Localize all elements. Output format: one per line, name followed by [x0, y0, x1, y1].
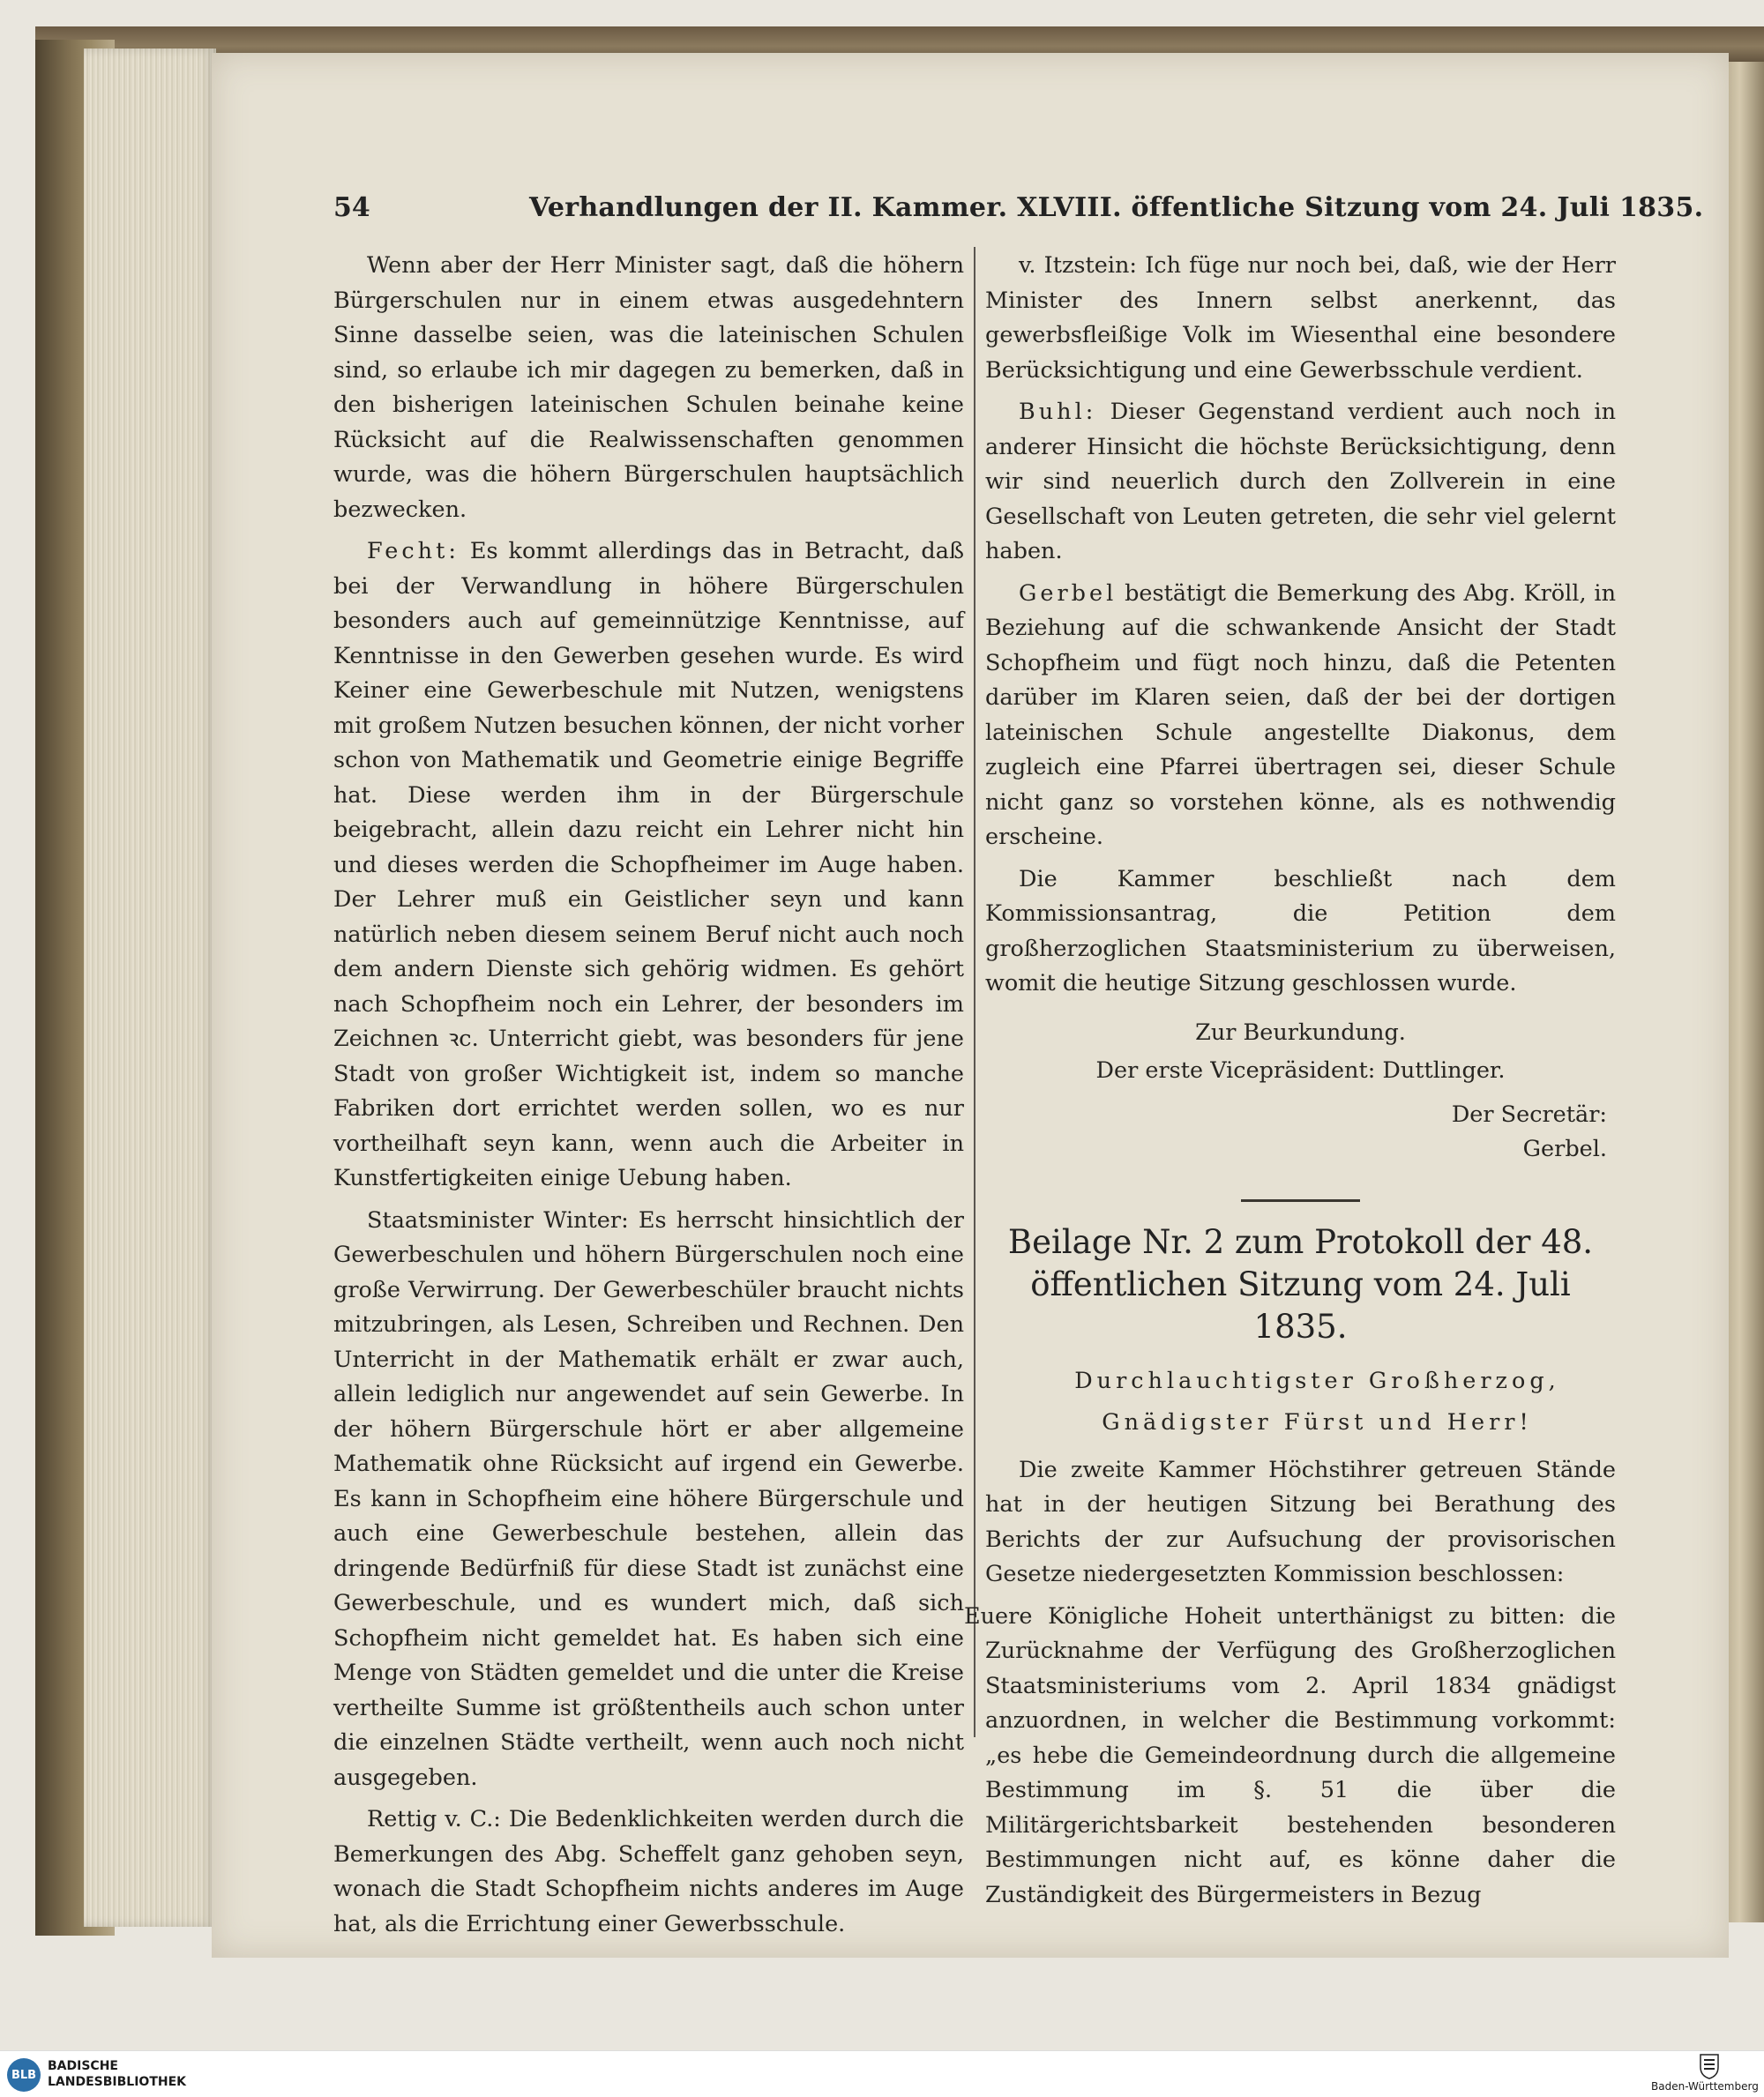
page-number: 54	[333, 192, 370, 223]
column-rule	[974, 247, 975, 1737]
library-name	[48, 2058, 186, 2090]
speaker-name: Buhl:	[1019, 399, 1097, 425]
right-column	[964, 249, 1616, 1920]
speaker-name: v. Itzstein:	[1019, 252, 1138, 279]
paragraph	[985, 862, 1616, 1002]
running-head: Verhandlungen der II. Kammer. XLVIII. öffentliche Sitzung vom 24. Juli 1835.	[529, 192, 1704, 223]
section-divider	[1241, 1199, 1360, 1202]
paragraph	[333, 249, 964, 527]
petition-text: Euere Königliche Hoheit unterthänigst zu bitten: die Zurücknahme der Verfügung des Großherzoglichen Staatsministeriums vom 2. April 1834 gnädigst anzuordnen, in welcher die Bestimmung vorkommt: „es hebe die Gemeindeordnung durch die allgemeine Bestimmung im §. 51 die über die Militärgerichtsbarkeit bestehenden besonderen Bestimmungen nicht auf, es könne daher die Zuständigkeit des Bürgermeisters in Bezug	[964, 1602, 1616, 1908]
paragraph-text: Dieser Gegenstand verdient auch noch in anderer Hinsicht die höchste Berücksichtigung, denn wir sind neuerlich durch den Zollverein in eine Gesellschaft von Leuten getreten, die sehr viel gelernt haben.	[985, 399, 1616, 564]
paragraph-text: Ich füge nur noch bei, daß, wie der Herr Minister des Innern selbst anerkennt, das gewerbsfleißige Volk im Wiesenthal eine besondere Berücksichtigung und eine Gewerbsschule verdient.	[985, 252, 1616, 384]
paragraph	[985, 395, 1616, 570]
secretary-name: Gerbel.	[1522, 1136, 1607, 1162]
state-label: Baden-Württemberg	[1651, 2080, 1759, 2093]
paragraph-text: Die Bedenklichkeiten werden durch die Bemerkungen des Abg. Scheffelt ganz gehoben seyn, wonach die Stadt Schopfheim nichts anderes im Auge hat, als die Errichtung einer Gewerbsschule.	[333, 1806, 964, 1937]
paragraph-text: bestätigt die Bemerkung des Abg. Kröll, in Beziehung auf die schwankende Ansicht der Stadt Schopfheim und fügt noch hinzu, daß die Petenten darüber im Klaren seien, daß der bei der dortigen lateinischen Schule angestellte Diakonus, dem zugleich eine Pfarrei übertragen sei, dieser Schule nicht ganz so vorstehen könne, als es nothwendig erscheine.	[985, 579, 1616, 850]
appendix-paragraph: Die zweite Kammer Höchstihrer getreuen Stände hat in der heutigen Sitzung bei Berathung des Berichts der zur Aufsuchung der provisorischen Gesetze niedergesetzten Kommission beschlossen:	[985, 1456, 1616, 1587]
speaker-name: Rettig v. C.:	[367, 1806, 501, 1832]
paragraph	[333, 1204, 964, 1796]
paragraph	[985, 249, 1616, 388]
salutation-line: Gnädigster Fürst und Herr!	[1102, 1409, 1533, 1436]
paragraph-text: Es herrscht hinsichtlich der Gewerbeschulen und höhern Bürgerschulen noch eine große Verwirrung. Der Gewerbeschüler braucht nichts mitzubringen, als Lesen, Schreiben und Rechnen. Den Unterricht in der Mathematik erhält er zwar auch, allein lediglich nur angewendet auf sein Gewerbe. In der höhern Bürgerschule hört er aber allgemeine Mathematik ohne Rücksicht auf irgend ein Gewerbe. Es kann in Schopfheim eine höhere Bürgerschule und auch eine Gewerbeschule bestehen, allein das dringende Bedürfniß für diese Stadt ist zunächst eine Gewerbeschule, und es wundert mich, daß sich Schopfheim nicht gemeldet hat. Es haben sich eine Menge von Städten gemeldet und die unter die Kreise vertheilte Summe ist größtentheils auch schon unter die einzelnen Städte vertheilt, wenn auch noch nicht ausgegeben.	[333, 1206, 964, 1791]
paragraph-text: Es kommt allerdings das in Betracht, daß bei der Verwandlung in höhere Bürgerschulen besonders auch auf gemeinnützige Kenntnisse, auf Kenntnisse in den Gewerben gesehen wurde. Es wird Keiner eine Gewerbeschule mit Nutzen, wenigstens mit großem Nutzen besuchen können, der nicht vorher schon von Mathematik und Geometrie einige Begriffe hat. Diese werden ihm in der Bürgerschule beigebracht, allein dazu reicht ein Lehrer nicht hin und dieses werden die Schopfheimer im Auge haben. Der Lehrer muß ein Geistlicher seyn und kann natürlich neben diesem seinem Beruf nicht auch noch dem andern Dienste sich gehörig widmen. Es gehört nach Schopfheim noch ein Lehrer, der besonders im Zeichnen ꝛc. Unterricht giebt, was besonders für jene Stadt von großer Wichtigkeit ist, indem so manche Fabriken dort errichtet werden sollen, wo es nur vortheilhaft seyn kann, wenn auch die Arbeiter in Kunstfertigkeiten einige Uebung haben.	[333, 538, 964, 1191]
secretary-title: Der Secretär:	[1451, 1101, 1607, 1128]
paragraph-text: Wenn aber der Herr Minister sagt, daß die höhern Bürgerschulen nur in einem etwas ausgedehntern Sinne dasselbe seien, was die lateinischen Schulen sind, so erlaube ich mir dagegen zu bemerken, daß in den bisherigen lateinischen Schulen beinahe keine Rücksicht auf die Realwissenschaften genommen wurde, was die höhern Bürgerschulen hauptsächlich bezwecken.	[333, 252, 964, 523]
page-edges	[84, 49, 216, 1927]
speaker-name: Staatsminister Winter:	[367, 1206, 629, 1234]
library-name-line: LANDESBIBLIOTHEK	[48, 2075, 187, 2089]
left-column	[333, 249, 964, 1949]
state-coat-of-arms-icon	[1698, 2053, 1721, 2079]
salutation-line: Durchlauchtigster Großherzog,	[1074, 1367, 1560, 1394]
library-name-line: BADISCHE	[48, 2059, 118, 2073]
attestation: Zur Beurkundung.	[1195, 1019, 1406, 1046]
paragraph	[985, 577, 1616, 855]
paragraph-text: Die Kammer beschließt nach dem Kommissionsantrag, die Petition dem großherzoglichen Staatsministerium zu überweisen, womit die heutige Sitzung geschlossen wurde.	[985, 865, 1616, 996]
speaker-name: Gerbel	[1019, 579, 1117, 607]
paragraph	[333, 1802, 964, 1942]
vice-president-signature: Der erste Vicepräsident: Duttlinger.	[1095, 1057, 1506, 1084]
speaker-name: Fecht:	[367, 538, 460, 564]
blb-logo-icon: BLB	[7, 2058, 41, 2092]
viewer-footer	[0, 2050, 1764, 2097]
appendix-title: Beilage Nr. 2 zum Protokoll der 48. öffentlichen Sitzung vom 24. Juli 1835.	[1007, 1222, 1594, 1346]
paragraph	[333, 534, 964, 1197]
